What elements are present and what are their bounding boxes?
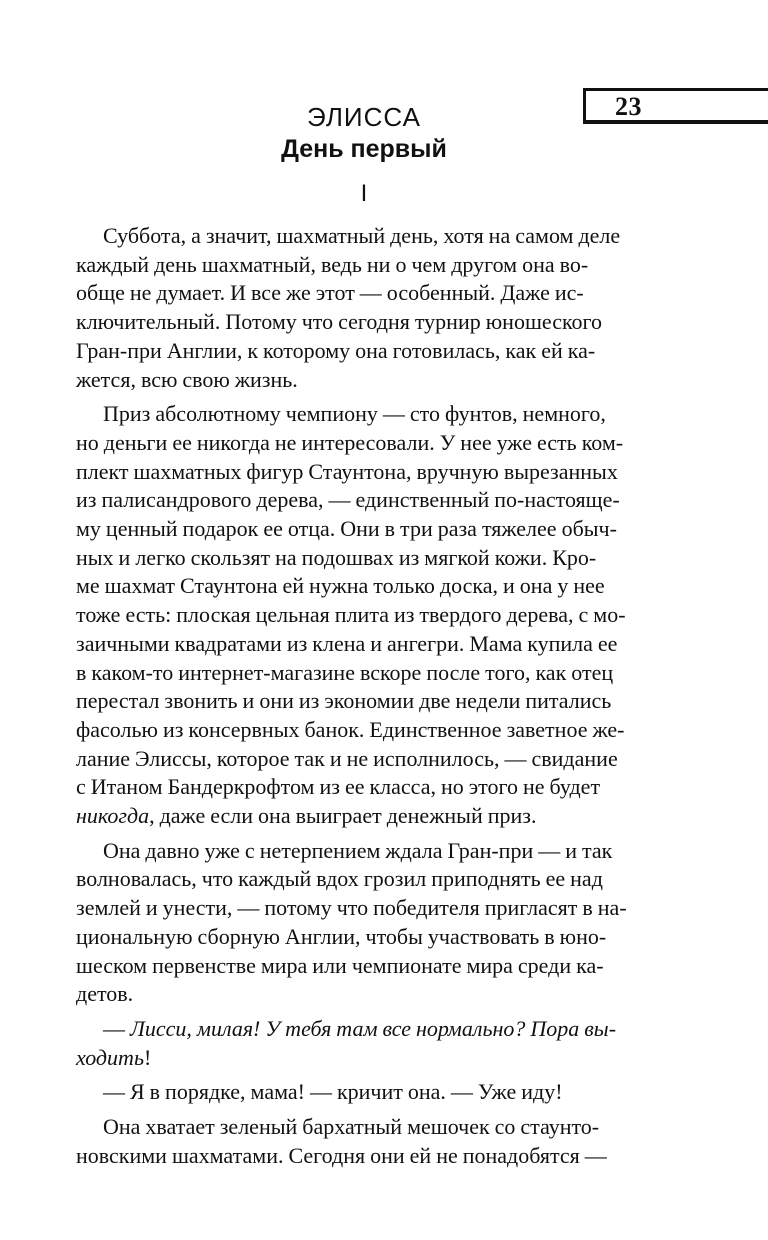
- text-line: в каком-то интернет-магазине вскоре после того, как отец: [76, 659, 614, 685]
- text-line: циональную сборную Англии, чтобы участвовать в юно-: [76, 923, 607, 949]
- text-line: Она хватает зеленый бархатный мешочек со стаунто-: [103, 1114, 600, 1140]
- paragraph-3: [76, 837, 651, 1009]
- text-line: обще не думает. И все же этот — особенный. Даже ис-: [76, 280, 584, 306]
- text-line: Приз абсолютному чемпиону — сто фунтов, немного,: [103, 401, 606, 427]
- dialogue-1: [76, 1015, 651, 1072]
- italic-speech: ходить: [76, 1044, 144, 1070]
- text-fragment: , даже если она выиграет денежный приз.: [149, 803, 537, 829]
- text-line: с Итаном Бандеркрофтом из ее класса, но этого не будет: [76, 774, 601, 800]
- text-line: перестал звонить и они из экономии две недели питались: [76, 688, 612, 714]
- paragraph-4: [76, 1113, 651, 1170]
- paragraph-2: [76, 400, 651, 831]
- section-number: I: [360, 180, 368, 207]
- text-line: новскими шахматами. Сегодня они ей не понадобятся —: [76, 1142, 607, 1168]
- text-line: жется, всю свою жизнь.: [76, 366, 298, 392]
- text-line: каждый день шахматный, ведь ни о чем другом она во-: [76, 251, 589, 277]
- text-line: плект шахматных фигур Стаунтона, вручную вырезанных: [76, 458, 618, 484]
- body-text: [76, 222, 651, 1171]
- text-line: Она давно уже с нетерпением ждала Гран-при — и так: [103, 837, 613, 863]
- text-line: землей и унести, — потому что победителя пригласят в на-: [76, 895, 627, 921]
- text-line: Гран-при Англии, к которому она готовилась, как ей ка-: [76, 337, 596, 363]
- text-line: ключительный. Потому что сегодня турнир юношеского: [76, 309, 603, 335]
- text-line: ме шахмат Стаунтона ей нужна только доска, и она у нее: [76, 573, 605, 599]
- text-line: [76, 1044, 651, 1073]
- text-line: ных и легко скользят на подошвах из мягкой кожи. Кро-: [76, 544, 597, 570]
- page-number: 23: [615, 92, 642, 121]
- italic-speech: Лисси, милая! У тебя там все нормально? Пора вы-: [130, 1015, 617, 1041]
- dialogue-2: [76, 1078, 651, 1107]
- chapter-title: ЭЛИССА: [307, 102, 421, 132]
- text-fragment: !: [143, 1044, 152, 1070]
- text-line: но деньги ее никогда не интересовали. У нее уже есть ком-: [76, 429, 624, 455]
- italic-word: никогда: [76, 803, 150, 829]
- text-line: [76, 1015, 651, 1044]
- text-line: тоже есть: плоская цельная плита из твердого дерева, с мо-: [76, 602, 626, 628]
- text-line: [76, 802, 651, 831]
- text-line: заичными квадратами из клена и ангегри. Мама купила ее: [76, 630, 618, 656]
- text-line: из палисандрового дерева, — единственный по-настояще-: [76, 487, 620, 513]
- dialogue-dash: —: [103, 1015, 130, 1041]
- text-line: детов.: [76, 981, 134, 1007]
- text-line: фасолью из консервных банок. Единственное заветное же-: [76, 716, 625, 742]
- chapter-subtitle: День первый: [281, 135, 447, 163]
- text-line: шеском первенстве мира или чемпионате мира среди ка-: [76, 952, 604, 978]
- text-line: Суббота, а значит, шахматный день, хотя на самом деле: [103, 223, 621, 248]
- paragraph-1: [76, 222, 651, 394]
- text-line: — Я в порядке, мама! — кричит она. — Уже иду!: [103, 1079, 563, 1105]
- text-line: лание Элиссы, которое так и не исполнилось, — свидание: [76, 745, 618, 771]
- text-line: волновалась, что каждый вдох грозил приподнять ее над: [76, 866, 603, 892]
- text-line: му ценный подарок ее отца. Они в три раза тяжелее обыч-: [76, 516, 617, 542]
